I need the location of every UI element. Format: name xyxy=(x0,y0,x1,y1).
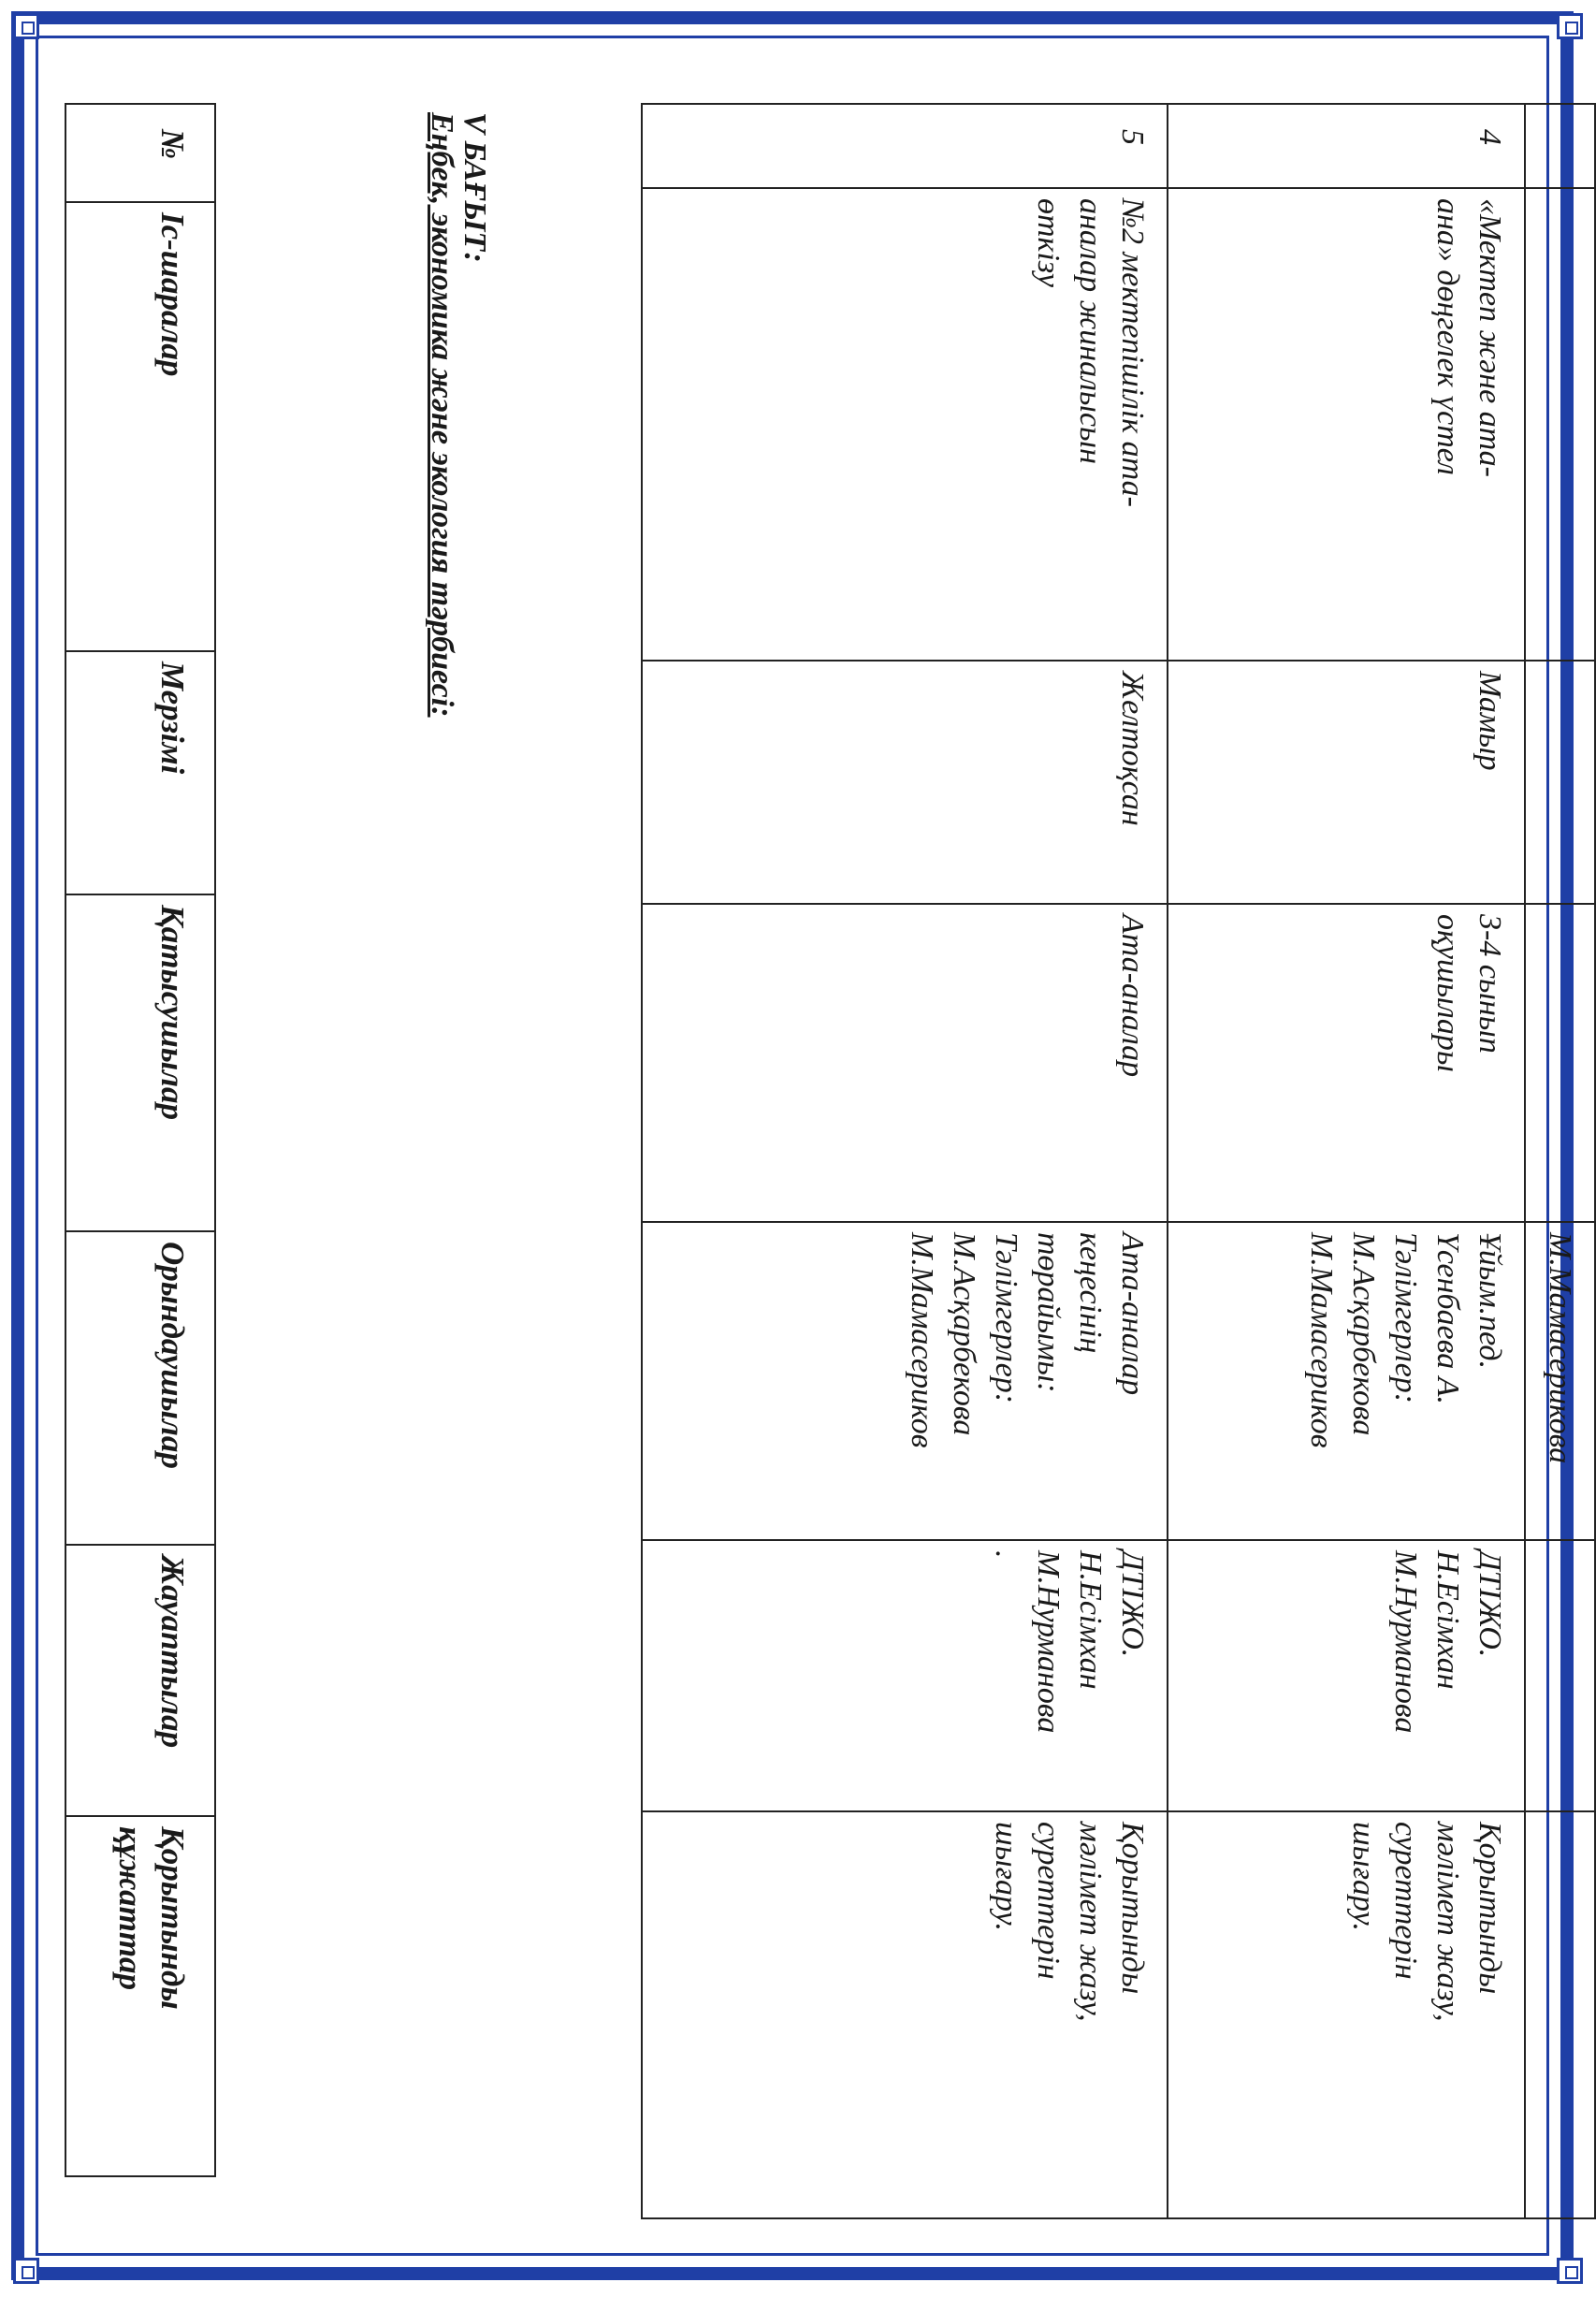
section-subtitle: Еңбек, экономика және экология тәрбиесі: xyxy=(425,112,459,718)
table-row xyxy=(642,104,1168,2218)
date-cell: Мамыр xyxy=(1168,661,1525,904)
documents-cell: Қорытынды мәлімет жазу, суреттерін шығару. xyxy=(1168,1811,1525,2218)
executors-cell: М.Мамасерикова xyxy=(1525,1222,1595,1540)
header-responsible: Жауаптылар xyxy=(65,1545,215,1816)
event-cell: «Мектеп және ата- ана» дөңгелек үстел xyxy=(1168,188,1525,661)
date-cell xyxy=(1525,661,1595,904)
header-events: Іс-шаралар xyxy=(65,202,215,651)
table-row xyxy=(1168,104,1525,2218)
responsible-cell: ДТІЖО. Н.Есімхан М.Нурманова . xyxy=(642,1540,1168,1811)
responsible-cell: ДТІЖО. Н.Есімхан М.Нурманова xyxy=(1168,1540,1525,1811)
participants-cell xyxy=(1525,904,1595,1222)
event-cell xyxy=(1525,188,1595,661)
header-executors: Орындаушылар xyxy=(65,1231,215,1545)
events-table-continued xyxy=(641,103,1596,2219)
documents-cell xyxy=(1525,1811,1595,2218)
row-number: 5 xyxy=(642,104,1168,188)
row-number: 4 xyxy=(1168,104,1525,188)
date-cell: Желтоқсан xyxy=(642,661,1168,904)
table-row xyxy=(1525,104,1595,2218)
header-number: № xyxy=(65,104,215,202)
documents-cell: Қорытынды мәлімет жазу, суреттерін шығару. xyxy=(642,1811,1168,2218)
executors-cell: Ата-аналар кеңесінің төрайымы: Тәлімгерлер: М.Асқарбекова М.Мамасериков xyxy=(642,1222,1168,1540)
responsible-cell xyxy=(1525,1540,1595,1811)
participants-cell: Ата-аналар xyxy=(642,904,1168,1222)
event-cell: №2 мектепішілік ата- аналар жиналысын өткізу xyxy=(642,188,1168,661)
table-header-row xyxy=(65,104,215,2176)
executors-cell: Ұйым.пед. Үсенбаева А. Тәлімгерлер: М.Асқарбекова М.Мамасериков xyxy=(1168,1222,1525,1540)
header-date: Мерзімі xyxy=(65,651,215,894)
header-participants: Қатысушылар xyxy=(65,894,215,1231)
events-table-header xyxy=(65,103,216,2177)
header-documents: Қорытынды құжаттар xyxy=(65,1816,215,2176)
section-title: V БАҒЫТ: xyxy=(457,112,492,263)
participants-cell: 3-4 сынып оқушылары xyxy=(1168,904,1525,1222)
row-number xyxy=(1525,104,1595,188)
